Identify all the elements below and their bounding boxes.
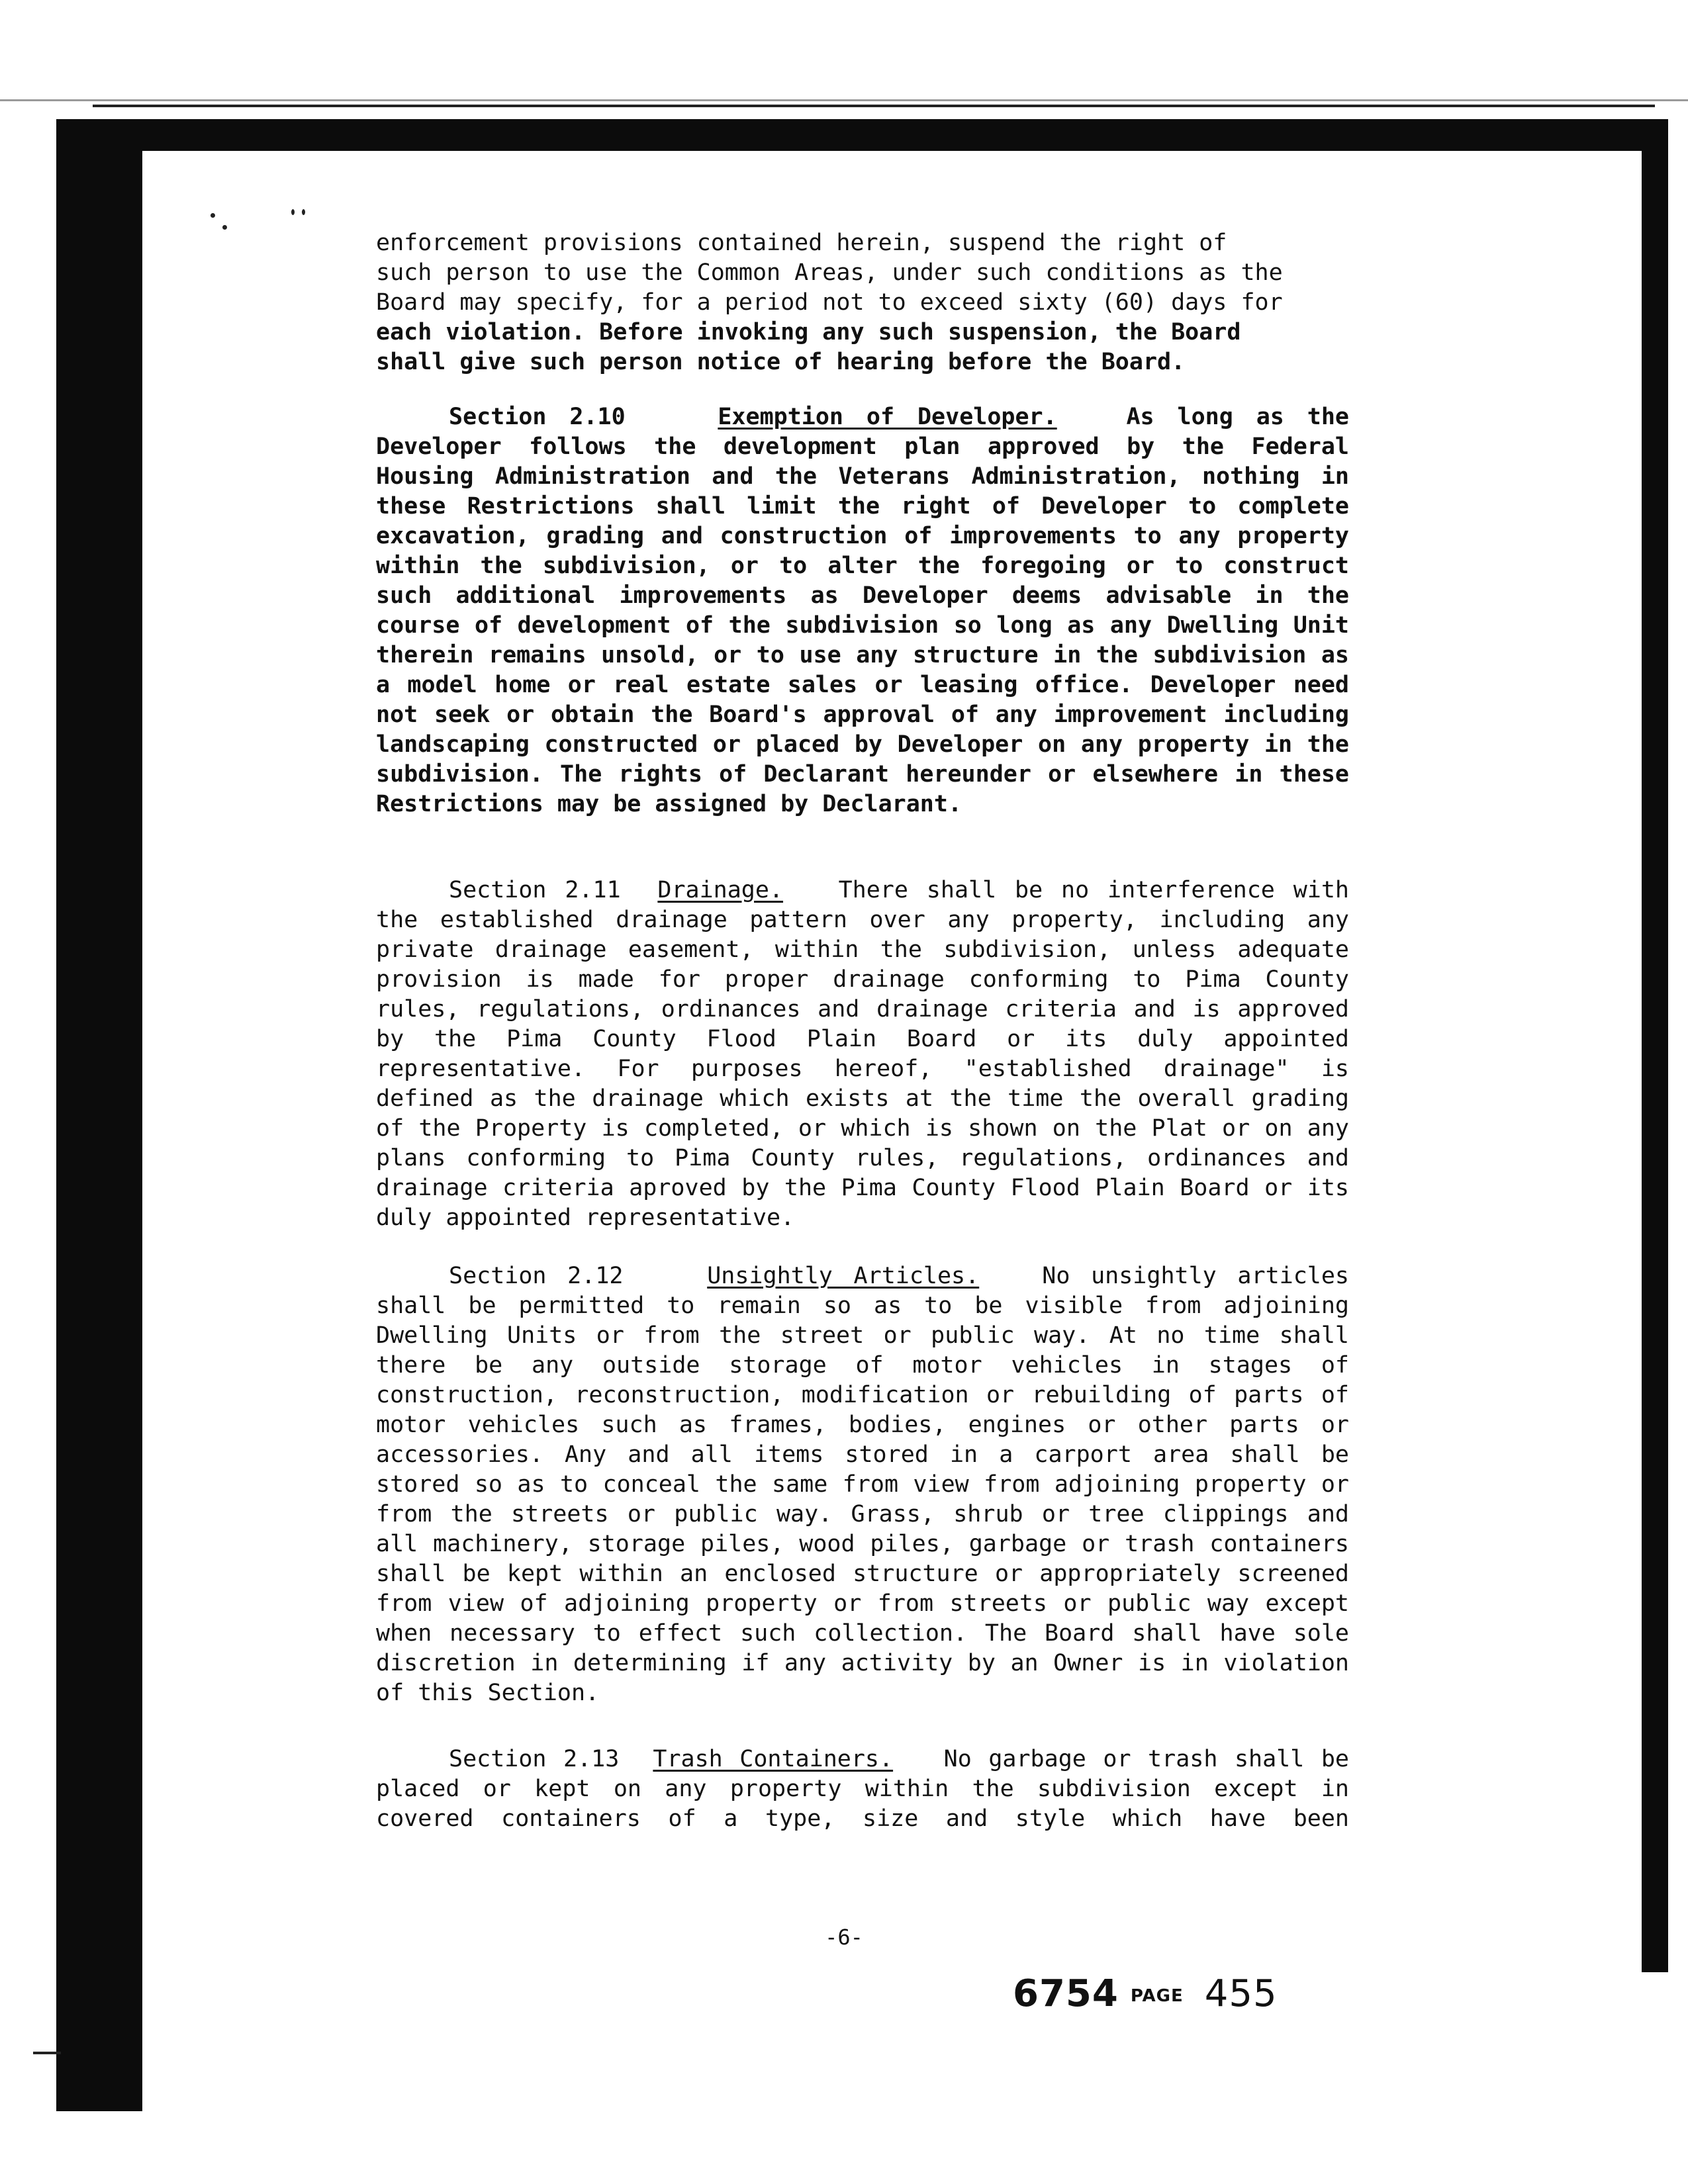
section-2-11: [376, 876, 1349, 1233]
section-number: Section 2.13: [449, 1746, 620, 1772]
scan-speck: [291, 209, 295, 215]
section-body: There shall be no interference with the established drainage pattern over any property, including any private drainage easement, within the subdivision, unless adequate provision is made for proper drainage conforming to Pima County rules, regulations, ordinances and drainage criteria and is approved by the Pima County Flood Plain Board or its duly appointed representative. For purposes hereof, "established drainage" is defined as the drainage which exists at the time the overall grading of the Property is completed, or which is shown on the Plat or on any plans conforming to Pima County rules, regulations, ordinances and drainage criteria aproved by the Pima County Flood Plain Board or its duly appointed representative.: [376, 877, 1350, 1231]
docket-book: 6754: [1013, 1972, 1119, 2015]
section-number: Section 2.10: [449, 404, 626, 430]
scan-speck: [222, 225, 227, 230]
recording-stamp: [1013, 1972, 1278, 2015]
scan-artifact-line: [93, 105, 1655, 107]
docket-page: 455: [1204, 1972, 1278, 2015]
opening-line: each violation. Before invoking any such suspension, the Board: [376, 319, 1241, 345]
docket-label: PAGE: [1130, 1985, 1184, 2006]
section-number: Section 2.12: [449, 1263, 624, 1289]
section-2-13: [376, 1745, 1349, 1834]
section-2-10: [376, 402, 1349, 819]
section-body: No unsightly articles shall be permitted to remain so as to be visible from adjoining Dwelling Units or from the street or public way. At no time shall there be any outside storage of motor vehicles in stages of construction, reconstruction, modification or rebuilding of parts of motor vehicles such as frames, bodies, engines or other parts or accessories. Any and all items stored in a carport area shall be stored so as to conceal the same from view from adjoining property or from the streets or public way. Grass, shrub or tree clippings and all machinery, storage piles, wood piles, garbage or trash containers shall be kept within an enclosed structure or appropriately screened from view of adjoining property or from streets or public way except when necessary to effect such collection. The Board shall have sole discretion in determining if any activity by an Owner is in violation of this Section.: [376, 1263, 1349, 1706]
section-body: As long as the Developer follows the development plan approved by the Federal Housing Administration and the Veterans Administration, nothing in these Restrictions shall limit the right of Developer to complete excavation, grading and construction of improvements to any property within the subdivision, or to alter the foregoing or to construct such additional improvements as Developer deems advisable in the course of development of the subdivision so long as any Dwelling Unit therein remains unsold, or to use any structure in the subdivision as a model home or real estate sales or leasing office. Developer need not seek or obtain the Board's approval of any improvement including landscaping constructed or placed by Developer on any property in the subdivision. The rights of Declarant hereunder or elsewhere in these Restrictions may be assigned by Declarant.: [376, 404, 1349, 817]
scan-border-top: [56, 119, 1668, 151]
section-2-12: [376, 1261, 1349, 1708]
page-number: -6-: [825, 1925, 863, 1950]
opening-line: enforcement provisions contained herein, suspend the right of: [376, 230, 1227, 256]
section-heading: Trash Containers.: [653, 1746, 894, 1772]
scan-border-left: [56, 119, 142, 2111]
scan-border-right: [1642, 119, 1668, 1972]
opening-line: such person to use the Common Areas, under such conditions as the: [376, 259, 1283, 286]
section-heading: Unsightly Articles.: [707, 1263, 980, 1289]
scan-artifact-mark: [33, 2052, 61, 2054]
opening-line: shall give such person notice of hearing before the Board.: [376, 349, 1186, 375]
section-body: No garbage or trash shall be placed or kept on any property within the subdivision except in covered containers of a type, size and style which have been: [376, 1746, 1349, 1832]
scan-speck: [302, 209, 305, 215]
section-number: Section 2.11: [449, 877, 621, 903]
opening-line: Board may specify, for a period not to exceed sixty (60) days for: [376, 289, 1283, 316]
scan-speck: [211, 213, 215, 218]
section-heading: Drainage.: [657, 877, 784, 903]
section-heading: Exemption of Developer.: [718, 404, 1057, 430]
opening-paragraph: [376, 228, 1349, 377]
scan-artifact-line: [0, 99, 1688, 101]
